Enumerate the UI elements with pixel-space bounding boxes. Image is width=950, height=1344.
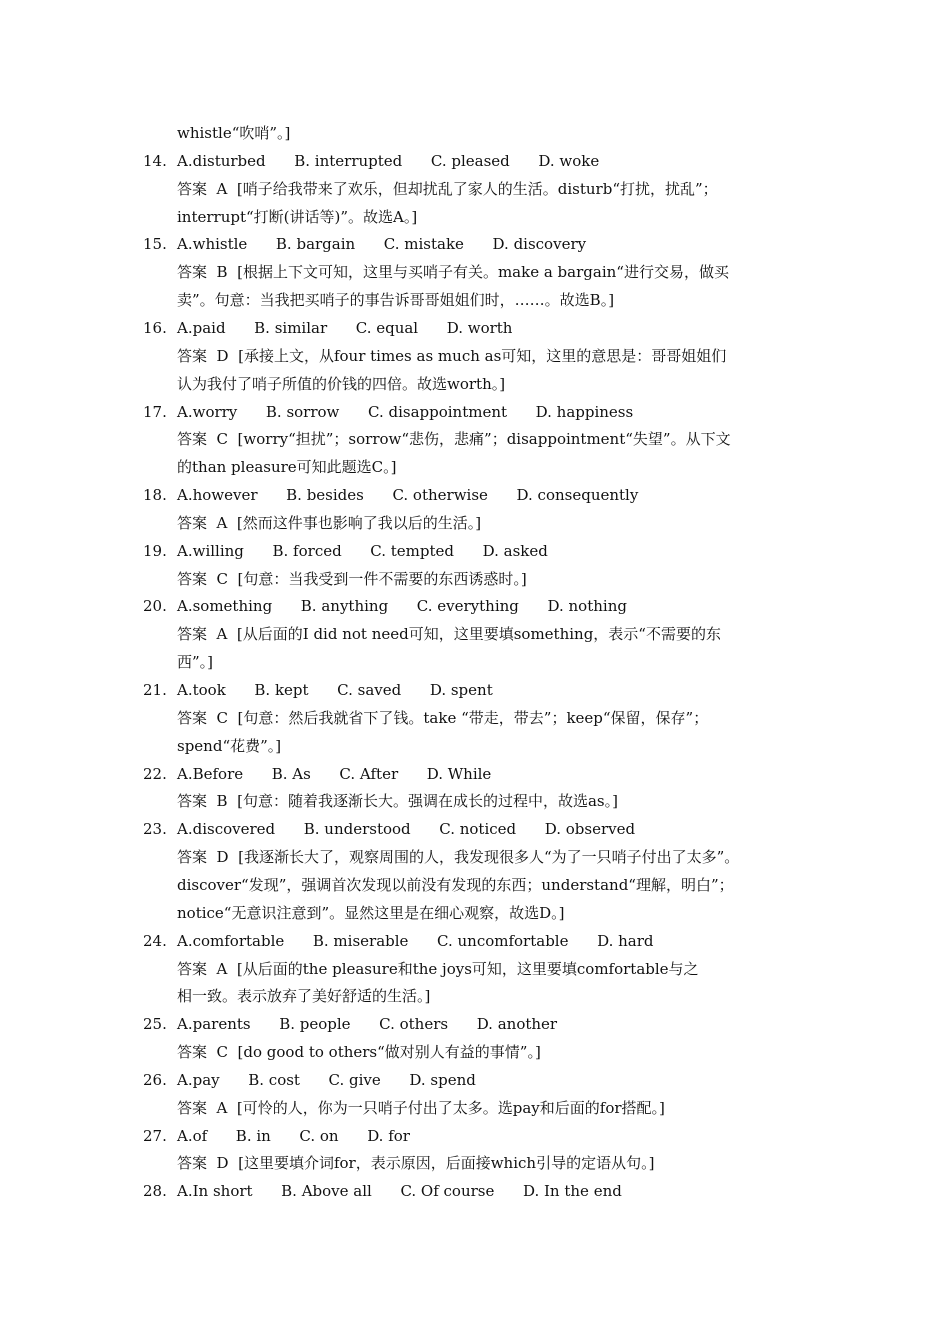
answer-line: 答案 A [可怜的人，你为一只哨子付出了太多。选pay和后面的for搭配。] bbox=[177, 1099, 665, 1117]
question-options: A.parents B. people C. others D. another bbox=[177, 1015, 558, 1033]
question-options: A.willing B. forced C. tempted D. asked bbox=[177, 542, 548, 560]
question-number: 26. bbox=[143, 1071, 167, 1089]
answer-continuation: 的than pleasure可知此题选C。] bbox=[177, 458, 397, 476]
answer-line: 答案 D [承接上文，从four times as much as可知，这里的意思是：哥哥姐姐们 bbox=[177, 347, 727, 365]
answer-line: 答案 C [句意：然后我就省下了钱。take “带走，带去”；keep“保留，保存”； bbox=[177, 709, 709, 727]
answer-continuation: 相一致。表示放弃了美好舒适的生活。] bbox=[177, 987, 431, 1005]
answer-line: 答案 A [从后面的the pleasure和the joys可知，这里要填comfortable与之 bbox=[177, 960, 699, 978]
question-number: 21. bbox=[143, 681, 167, 699]
answer-line: 答案 A [哨子给我带来了欢乐，但却扰乱了家人的生活。disturb“打扰，扰乱”； bbox=[177, 180, 718, 198]
answer-line: 答案 A [从后面的I did not need可知，这里要填something，表示“不需要的东 bbox=[177, 625, 721, 643]
question-options: A.of B. in C. on D. for bbox=[177, 1127, 410, 1145]
question-options: A.discovered B. understood C. noticed D. observed bbox=[177, 820, 636, 838]
answer-continuation: discover“发现”，强调首次发现以前没有发现的东西；understand“理解，明白”； bbox=[177, 876, 734, 894]
question-options: A.something B. anything C. everything D. nothing bbox=[177, 597, 627, 615]
question-options: A.Before B. As C. After D. While bbox=[177, 765, 492, 783]
question-number: 20. bbox=[143, 597, 167, 615]
answer-line: 答案 B [根据上下文可知，这里与买哨子有关。make a bargain“进行交易，做买 bbox=[177, 263, 729, 281]
question-number: 17. bbox=[143, 403, 167, 421]
answer-continuation: interrupt“打断(讲话等)”。故选A。] bbox=[177, 208, 418, 226]
question-options: A.paid B. similar C. equal D. worth bbox=[177, 319, 513, 337]
question-number: 25. bbox=[143, 1015, 167, 1033]
continuation-line: whistle“吹哨”。] bbox=[177, 124, 291, 142]
question-number: 24. bbox=[143, 932, 167, 950]
answer-line: 答案 C [句意：当我受到一件不需要的东西诱惑时。] bbox=[177, 570, 527, 588]
question-number: 18. bbox=[143, 486, 167, 504]
question-number: 19. bbox=[143, 542, 167, 560]
answer-continuation: spend“花费”。] bbox=[177, 737, 282, 755]
question-options: A.In short B. Above all C. Of course D. In the end bbox=[177, 1182, 622, 1200]
answer-continuation: 认为我付了哨子所值的价钱的四倍。故选worth。] bbox=[177, 375, 506, 393]
question-options: A.however B. besides C. otherwise D. consequently bbox=[177, 486, 639, 504]
question-options: A.disturbed B. interrupted C. pleased D. woke bbox=[177, 152, 600, 170]
answer-continuation: 西”。] bbox=[177, 653, 214, 671]
question-options: A.comfortable B. miserable C. uncomfortable D. hard bbox=[177, 932, 654, 950]
answer-line: 答案 C [do good to others“做对别人有益的事情”。] bbox=[177, 1043, 541, 1061]
question-number: 22. bbox=[143, 765, 167, 783]
question-options: A.took B. kept C. saved D. spent bbox=[177, 681, 493, 699]
question-number: 23. bbox=[143, 820, 167, 838]
answer-line: 答案 B [句意：随着我逐渐长大。强调在成长的过程中，故选as。] bbox=[177, 792, 618, 810]
question-number: 28. bbox=[143, 1182, 167, 1200]
question-options: A.whistle B. bargain C. mistake D. discovery bbox=[177, 235, 587, 253]
answer-continuation: 卖”。句意：当我把买哨子的事告诉哥哥姐姐们时，……。故选B。] bbox=[177, 291, 615, 309]
answer-line: 答案 A [然而这件事也影响了我以后的生活。] bbox=[177, 514, 482, 532]
answer-line: 答案 C [worry“担扰”；sorrow“悲伤，悲痛”；disappointment“失望”。从下文 bbox=[177, 430, 731, 448]
question-number: 14. bbox=[143, 152, 167, 170]
question-number: 27. bbox=[143, 1127, 167, 1145]
question-options: A.worry B. sorrow C. disappointment D. happiness bbox=[177, 403, 634, 421]
answer-line: 答案 D [我逐渐长大了，观察周围的人，我发现很多人“为了一只哨子付出了太多”。 bbox=[177, 848, 740, 866]
question-number: 15. bbox=[143, 235, 167, 253]
question-options: A.pay B. cost C. give D. spend bbox=[177, 1071, 476, 1089]
answer-continuation: notice“无意识注意到”。显然这里是在细心观察，故选D。] bbox=[177, 904, 565, 922]
question-number: 16. bbox=[143, 319, 167, 337]
answer-line: 答案 D [这里要填介词for，表示原因，后面接which引导的定语从句。] bbox=[177, 1154, 655, 1172]
